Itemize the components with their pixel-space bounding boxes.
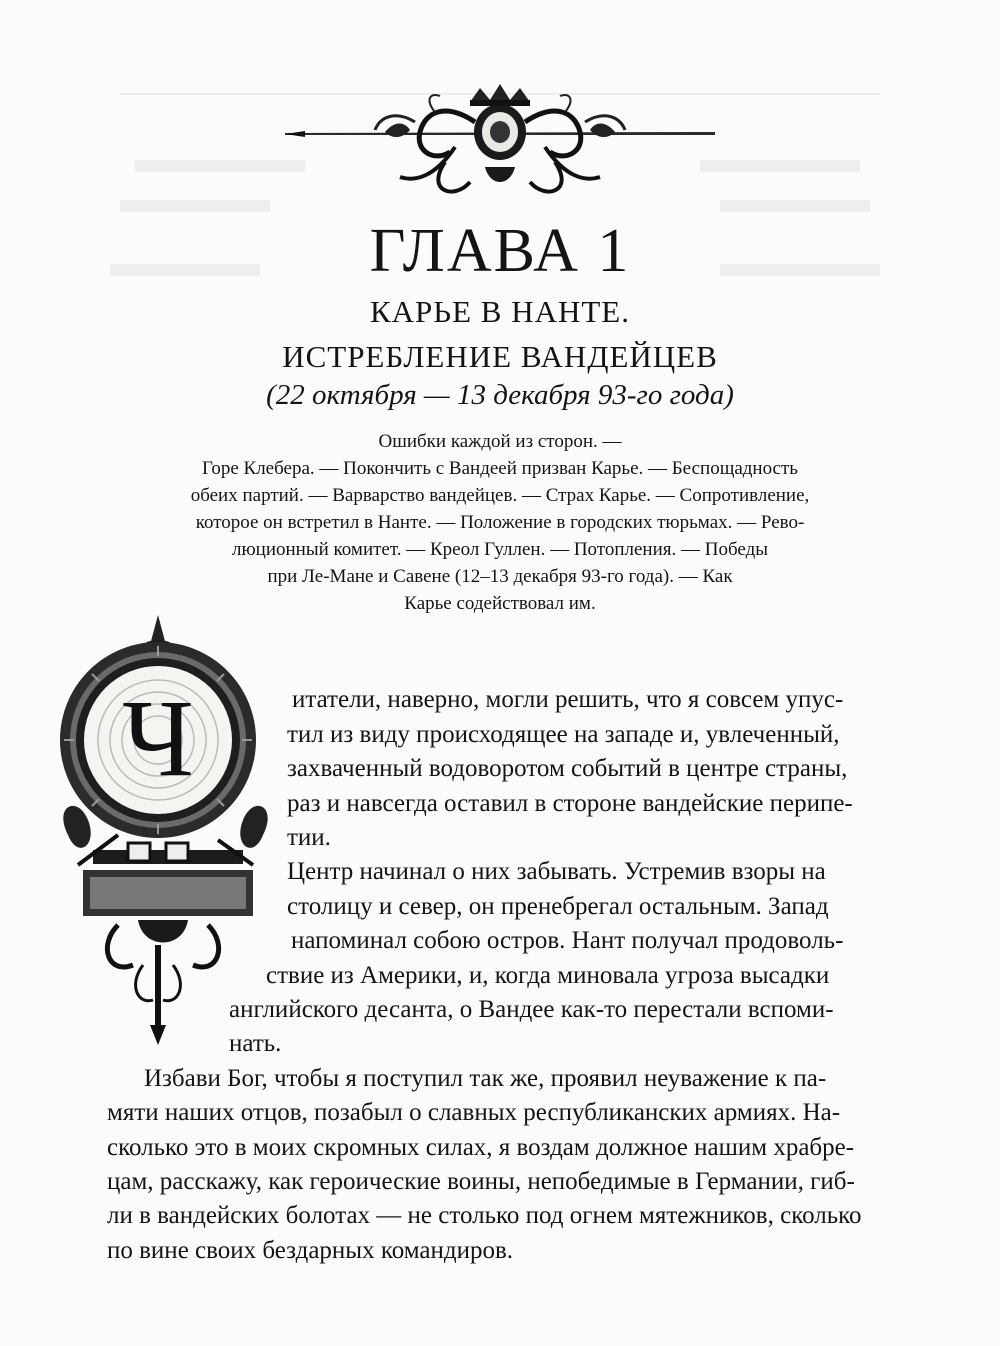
chapter-title: ГЛАВА 1 <box>369 217 631 285</box>
body-line: Центр начинал о них забывать. Устремив взоры на <box>287 858 826 885</box>
body-line: сколько это в моих скромных силах, я воздам должное нашим храбре- <box>107 1134 855 1161</box>
summary-line: обеих партий. — Варварство вандейцев. — Страх Карье. — Сопротивление, <box>190 485 810 506</box>
chapter-subtitle-line-1: КАРЬЕ В НАНТЕ. <box>369 294 630 329</box>
body-line: раз и навсегда оставил в стороне вандейские перипе- <box>287 790 853 817</box>
body-line: тил из виду происходящее на западе и, увлеченный, <box>287 721 840 748</box>
chapter-dates: (22 октября — 13 декабря 93-го года) <box>266 379 734 411</box>
body-line: мяти наших отцов, позабыл о славных республиканских армиях. На- <box>107 1099 841 1126</box>
body-line: нать. <box>229 1030 282 1057</box>
body-line: захваченный водоворотом событий в центре страны, <box>287 755 848 782</box>
body-line: ствие из Америки, и, когда миновала угроза высадки <box>266 962 830 989</box>
body-line: английского десанта, о Вандее как-то перестали вспоми- <box>229 996 834 1023</box>
summary-line: Горе Клебера. — Покончить с Вандеей призван Карье. — Беспощадность <box>202 458 798 479</box>
body-line: итатели, наверно, могли решить, что я совсем упус- <box>292 686 844 713</box>
body-line: по вине своих бездарных командиров. <box>107 1237 514 1264</box>
body-line: напоминал собою остров. Нант получал продоволь- <box>291 927 844 954</box>
summary-line: люционный комитет. — Креол Гуллен. — Потопления. — Победы <box>232 539 768 560</box>
summary-line: которое он встретил в Нанте. — Положение в городских тюрьмах. — Рево- <box>195 512 805 533</box>
body-line: столицу и север, он пренебрегал остальным. Запад <box>287 893 829 920</box>
drop-cap-letter: Ч <box>122 677 194 799</box>
chapter-subtitle-line-2: ИСТРЕБЛЕНИЕ ВАНДЕЙЦЕВ <box>282 339 718 374</box>
body-line: Избави Бог, чтобы я поступил так же, проявил неуважение к па- <box>144 1065 827 1092</box>
summary-line: при Ле-Мане и Савене (12–13 декабря 93-го года). — Как <box>267 566 733 587</box>
summary-line: Карье содействовал им. <box>404 593 596 614</box>
summary-line: Ошибки каждой из сторон. — <box>378 431 622 452</box>
body-line: цам, расскажу, как героические воины, непобедимые в Германии, гиб- <box>107 1168 855 1195</box>
body-line: ли в вандейских болотах — не столько под огнем мятежников, сколько <box>107 1202 862 1229</box>
body-line: тии. <box>287 824 331 851</box>
